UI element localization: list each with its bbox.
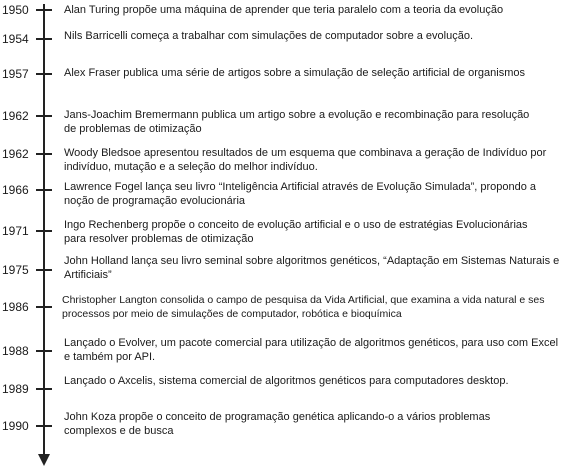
event-description: Alan Turing propõe uma máquina de aprender que teria paralelo com a teoria da evolução (64, 4, 504, 16)
event-description: Alex Fraser publica uma série de artigos sobre a simulação de seleção artificial de organismos (64, 67, 526, 79)
event-year: 1957 (2, 67, 29, 81)
event-description: Ingo Rechenberg propõe o conceito de evolução artificial e o uso de estratégias Evolucionárias para resolver problemas de otimização (64, 219, 528, 245)
arrow-down-icon (38, 454, 50, 466)
event-description: Nils Barricelli começa a trabalhar com simulações de computador sobre a evolução. (64, 30, 474, 42)
event-description: John Koza propõe o conceito de programação genética aplicando-o a vários problemas complexos e de busca (64, 411, 491, 437)
event-year: 1989 (2, 382, 29, 396)
event-tick (36, 306, 52, 308)
event-description: Woody Bledsoe apresentou resultados de um esquema que combinava a geração de Indivíduo por indivíduo, mutação e a seleção do melhor indivíduo. (64, 147, 547, 173)
event-description: Lançado o Axcelis, sistema comercial de algoritmos genéticos para computadores desktop. (64, 375, 509, 387)
event-tick (36, 350, 52, 352)
event-description: Lançado o Evolver, um pacote comercial para utilização de algoritmos genéticos, para uso com Excel e também por API. (64, 337, 559, 363)
event-description: Lawrence Fogel lança seu livro “Inteligência Artificial através de Evolução Simulada”, propondo a noção de programação evolucionária (64, 181, 537, 207)
event-year: 1990 (2, 419, 29, 433)
event-tick (36, 73, 52, 75)
event-tick (36, 115, 52, 117)
event-tick (36, 230, 52, 232)
event-description: Christopher Langton consolida o campo de pesquisa da Vida Artificial, que examina a vida natural e ses processos por meio de simulações de computador, robótica e bioquímica (62, 294, 545, 320)
event-year: 1962 (2, 147, 29, 161)
event-tick (36, 9, 52, 11)
event-description: Jans-Joachim Bremermann publica um artigo sobre a evolução e recombinação para resolução de problemas de otimização (64, 109, 530, 135)
event-year: 1975 (2, 263, 29, 277)
event-tick (36, 388, 52, 390)
event-year: 1950 (2, 3, 29, 17)
event-year: 1966 (2, 183, 29, 197)
event-description: John Holland lança seu livro seminal sobre algoritmos genéticos, “Adaptação em Sistemas Naturais e Artificiais” (64, 255, 560, 281)
event-year: 1986 (2, 300, 29, 314)
event-tick (36, 425, 52, 427)
event-year: 1962 (2, 109, 29, 123)
event-tick (36, 153, 52, 155)
event-year: 1954 (2, 32, 29, 46)
event-tick (36, 269, 52, 271)
event-tick (36, 38, 52, 40)
event-tick (36, 189, 52, 191)
event-year: 1971 (2, 224, 29, 238)
event-year: 1988 (2, 344, 29, 358)
